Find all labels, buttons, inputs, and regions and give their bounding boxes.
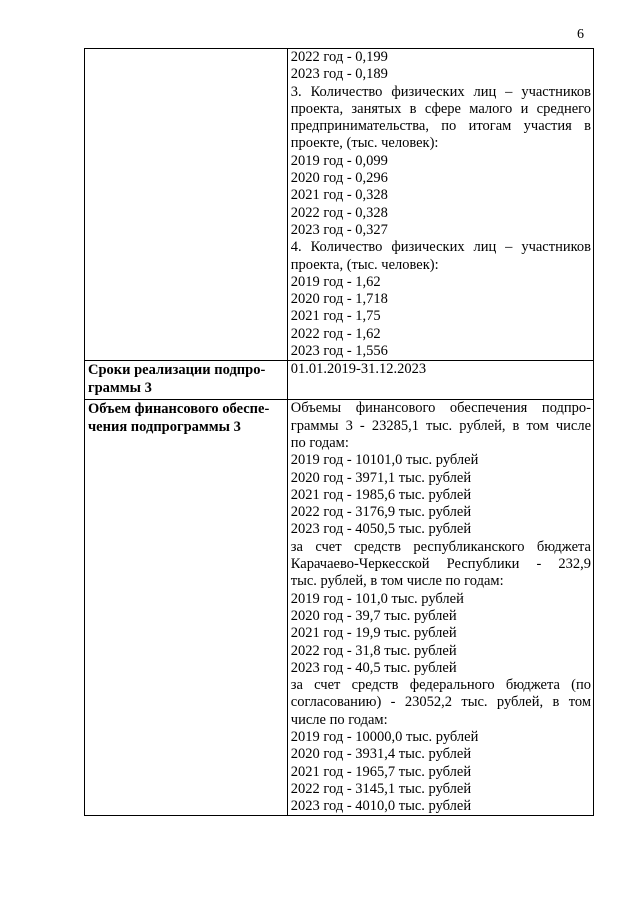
text-line: 2019 год - 1,62 — [290, 273, 381, 290]
text-line: 2023 год - 4010,0 тыс. рублей — [290, 798, 472, 815]
table-row-funding — [85, 400, 594, 816]
page-number: 6 — [577, 27, 584, 42]
text-line: 2019 год - 10101,0 тыс. рублей — [290, 452, 479, 469]
subprogram-passport-table — [84, 48, 594, 816]
funding-label-line-1: Объем финансового обеспе- — [88, 401, 270, 418]
text-line: 2022 год - 0,199 — [290, 49, 388, 65]
text-line: 2023 год - 0,189 — [290, 66, 388, 83]
text-line: 2023 год - 0,327 — [290, 221, 388, 238]
text-line: 2022 год - 31,8 тыс. рублей — [290, 642, 457, 659]
funding-value-cell — [287, 400, 593, 816]
text-line: Объемы финансового обеспечения подпро- — [290, 400, 591, 417]
text-line: согласованию) - 23052,2 тыс. рублей, в том — [290, 694, 591, 711]
text-line: 2023 год - 4050,5 тыс. рублей — [290, 521, 472, 538]
text-line: тыс. рублей, в том числе по годам: — [290, 573, 504, 590]
text-line: 2020 год - 3971,1 тыс. рублей — [290, 469, 472, 486]
text-line: 2021 год - 1,75 — [290, 308, 381, 325]
terms-label-cell — [85, 361, 288, 400]
text-line: проекта, занятых в сфере малого и среднего — [290, 100, 591, 117]
text-line: проекта, (тыс. человек): — [290, 256, 439, 273]
text-line: 2022 год - 3145,1 тыс. рублей — [290, 780, 472, 797]
text-line: 2021 год - 1965,7 тыс. рублей — [290, 763, 472, 780]
text-line: 2022 год - 0,328 — [290, 204, 388, 221]
text-line: 2019 год - 10000,0 тыс. рублей — [290, 728, 479, 745]
funding-lines — [291, 400, 591, 815]
table-row-indicators-continuation — [85, 49, 594, 361]
continuation-lines — [291, 49, 591, 360]
text-line: 4. Количество физических лиц – участников — [290, 239, 591, 256]
text-line: 2019 год - 101,0 тыс. рублей — [290, 590, 464, 607]
text-line: 3. Количество физических лиц – участников — [290, 83, 591, 100]
table-row-terms — [85, 361, 594, 400]
text-line: 2020 год - 39,7 тыс. рублей — [290, 607, 457, 624]
text-line: числе по годам: — [290, 711, 388, 728]
text-line: за счет средств республиканского бюджета — [290, 538, 591, 555]
text-line: за счет средств федерального бюджета (по — [290, 677, 591, 694]
terms-label-line-1: Сроки реализации подпро- — [88, 362, 266, 379]
text-line: граммы 3 - 23285,1 тыс. рублей, в том числе — [290, 417, 591, 434]
text-line: 2019 год - 0,099 — [290, 152, 388, 169]
text-line: 2022 год - 1,62 — [290, 325, 381, 342]
text-line: Карачаево-Черкесской Республики - 232,9 — [290, 556, 591, 573]
text-line: предпринимательства, по итогам участия в — [290, 118, 591, 135]
terms-value-cell — [287, 361, 593, 400]
text-line: 2023 год - 1,556 — [290, 343, 388, 360]
continuation-value-cell — [287, 49, 593, 361]
text-line: по годам: — [290, 434, 349, 451]
text-line: 2022 год - 3176,9 тыс. рублей — [290, 504, 472, 521]
text-line: 2021 год - 1985,6 тыс. рублей — [290, 486, 472, 503]
text-line: 2020 год - 3931,4 тыс. рублей — [290, 746, 472, 763]
funding-label-cell — [85, 400, 288, 816]
text-line: 2023 год - 40,5 тыс. рублей — [290, 659, 457, 676]
text-line: 2020 год - 1,718 — [290, 291, 388, 308]
text-line: 2021 год - 19,9 тыс. рублей — [290, 625, 457, 642]
text-line: 2020 год - 0,296 — [290, 170, 388, 187]
terms-label-line-2: граммы 3 — [88, 379, 152, 396]
continuation-label-cell — [85, 49, 288, 361]
text-line: 2021 год - 0,328 — [290, 187, 388, 204]
text-line: проекте, (тыс. человек): — [290, 135, 439, 152]
funding-label-line-2: чения подпрограммы 3 — [88, 418, 241, 435]
terms-value: 01.01.2019-31.12.2023 — [290, 361, 427, 378]
